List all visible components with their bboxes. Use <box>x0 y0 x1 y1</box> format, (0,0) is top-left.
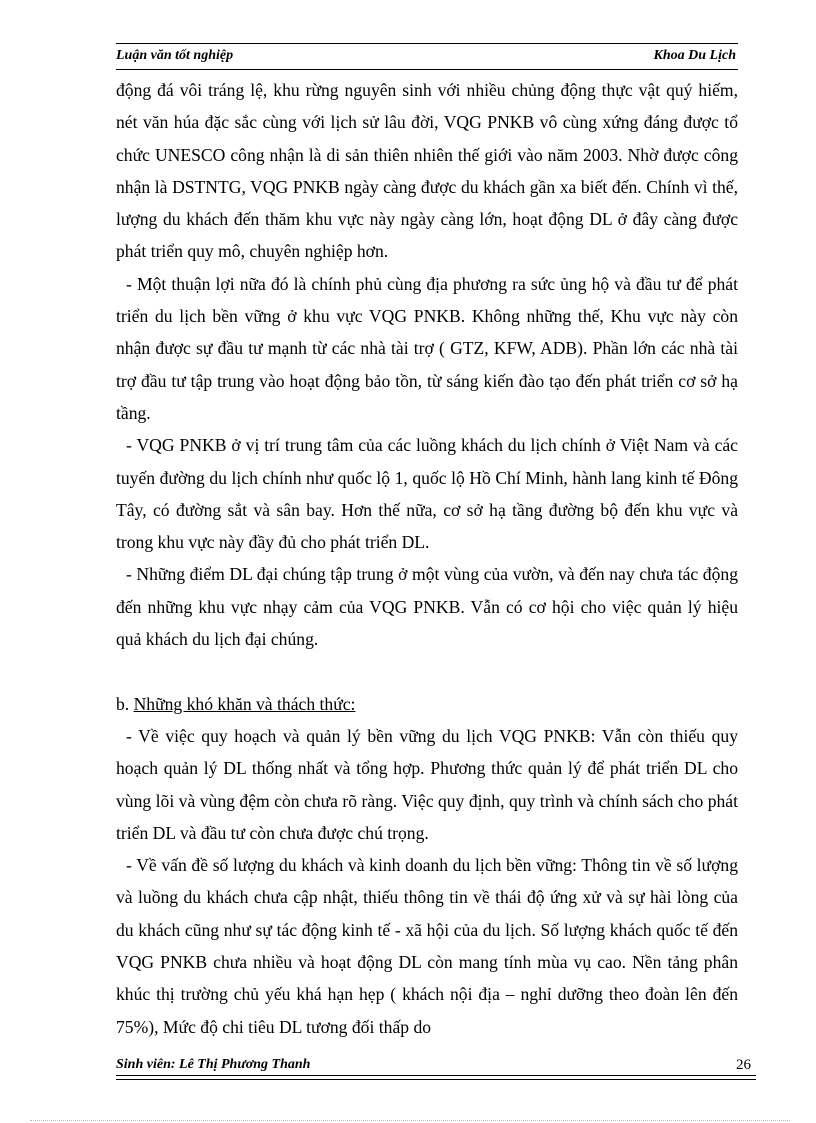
paragraph-1: động đá vôi tráng lệ, khu rừng nguyên sinh với nhiều chủng động thực vật quý hiếm, nét văn húa đặc sắc cùng với lịch sử lâu đời, VQG PNKB vô cùng xứng đáng được tổ chức UNESCO công nhận là di sản thiên nhiên thế giới vào năm 2003. Nhờ được công nhận là DSTNTG, VQG PNKB ngày càng được du khách gần xa biết đến. Chính vì thế, lượng du khách đến thăm khu vực này ngày càng lớn, hoạt động DL ở đây càng được phát triển quy mô, chuyên nghiệp hơn. <box>116 80 738 262</box>
paragraph-6: - Về vấn đề số lượng du khách và kinh doanh du lịch bền vững: Thông tin về số lượng và luồng du khách chưa cập nhật, thiếu thông tin về thái độ ứng xử và sự hài lòng của du khách cũng như sự tác động kinh tế - xã hội của du lịch. Số lượng khách quốc tế đến VQG PNKB chưa nhiều và hoạt động DL còn mang tính mùa vụ cao. Nền tảng phân khúc thị trường chủ yếu khá hạn hẹp ( khách nội địa – nghỉ dưỡng theo đoàn lên đến 75%), Mức độ chi tiêu DL tương đối thấp do <box>116 855 738 1037</box>
paragraph-4: - Những điểm DL đại chúng tập trung ở một vùng của vườn, và đến nay chưa tác động đến những khu vực nhạy cảm của VQG PNKB. Vẫn có cơ hội cho việc quản lý hiệu quả khách du lịch đại chúng. <box>116 564 738 650</box>
header-bottom-rule <box>116 69 738 70</box>
footer-rule-thick <box>116 1075 756 1076</box>
header-top-rule <box>116 43 738 44</box>
page-header <box>116 48 736 66</box>
paragraph-gap <box>116 655 738 687</box>
paragraph-2: - Một thuận lợi nữa đó là chính phủ cùng địa phương ra sức ủng hộ và đầu tư để phát triển du lịch bền vững ở khu vực VQG PNKB. Không những thế, Khu vực này còn nhận được sự đầu tư mạnh từ các nhà tài trợ ( GTZ, KFW, ADB). Phần lớn các nhà tài trợ đầu tư tập trung vào hoạt động bảo tồn, từ sáng kiến đào tạo đến phát triển cơ sở hạ tầng. <box>116 273 738 423</box>
page-footer <box>116 1057 738 1077</box>
paragraph-5: - Về việc quy hoạch và quản lý bền vững du lịch VQG PNKB: Vẫn còn thiếu quy hoạch quản lý DL thống nhất và tổng hợp. Phương thức quản lý để phát triển DL cho vùng lõi và vùng đệm còn chưa rõ ràng. Việc quy định, quy trình và chính sách cho phát triển DL và đầu tư còn chưa được chú trọng. <box>116 725 738 843</box>
footer-rule-thin <box>116 1079 756 1080</box>
header-thesis-label: Luận văn tốt nghiệp <box>116 48 234 63</box>
footer-student-name: Sinh viên: Lê Thị Phương Thanh <box>116 1057 311 1072</box>
page-bottom-dotted-edge <box>30 1120 790 1121</box>
page-body <box>116 74 738 1043</box>
page-number: 26 <box>736 1057 751 1073</box>
paragraph-3: - VQG PNKB ở vị trí trung tâm của các luồng khách du lịch chính ở Việt Nam và các tuyến đường du lịch chính như quốc lộ 1, quốc lộ Hồ Chí Minh, hành lang kinh tế Đông Tây, có đường sắt và sân bay. Hơn thế nữa, cơ sở hạ tầng đường bộ đến khu vực và trong khu vực này đầy đủ cho phát triển DL. <box>116 435 738 553</box>
section-heading <box>116 688 738 720</box>
section-heading-text: Những khó khăn và thách thức: <box>133 693 356 714</box>
header-faculty-label: Khoa Du Lịch <box>653 48 736 63</box>
section-heading-prefix: b. <box>116 693 134 714</box>
